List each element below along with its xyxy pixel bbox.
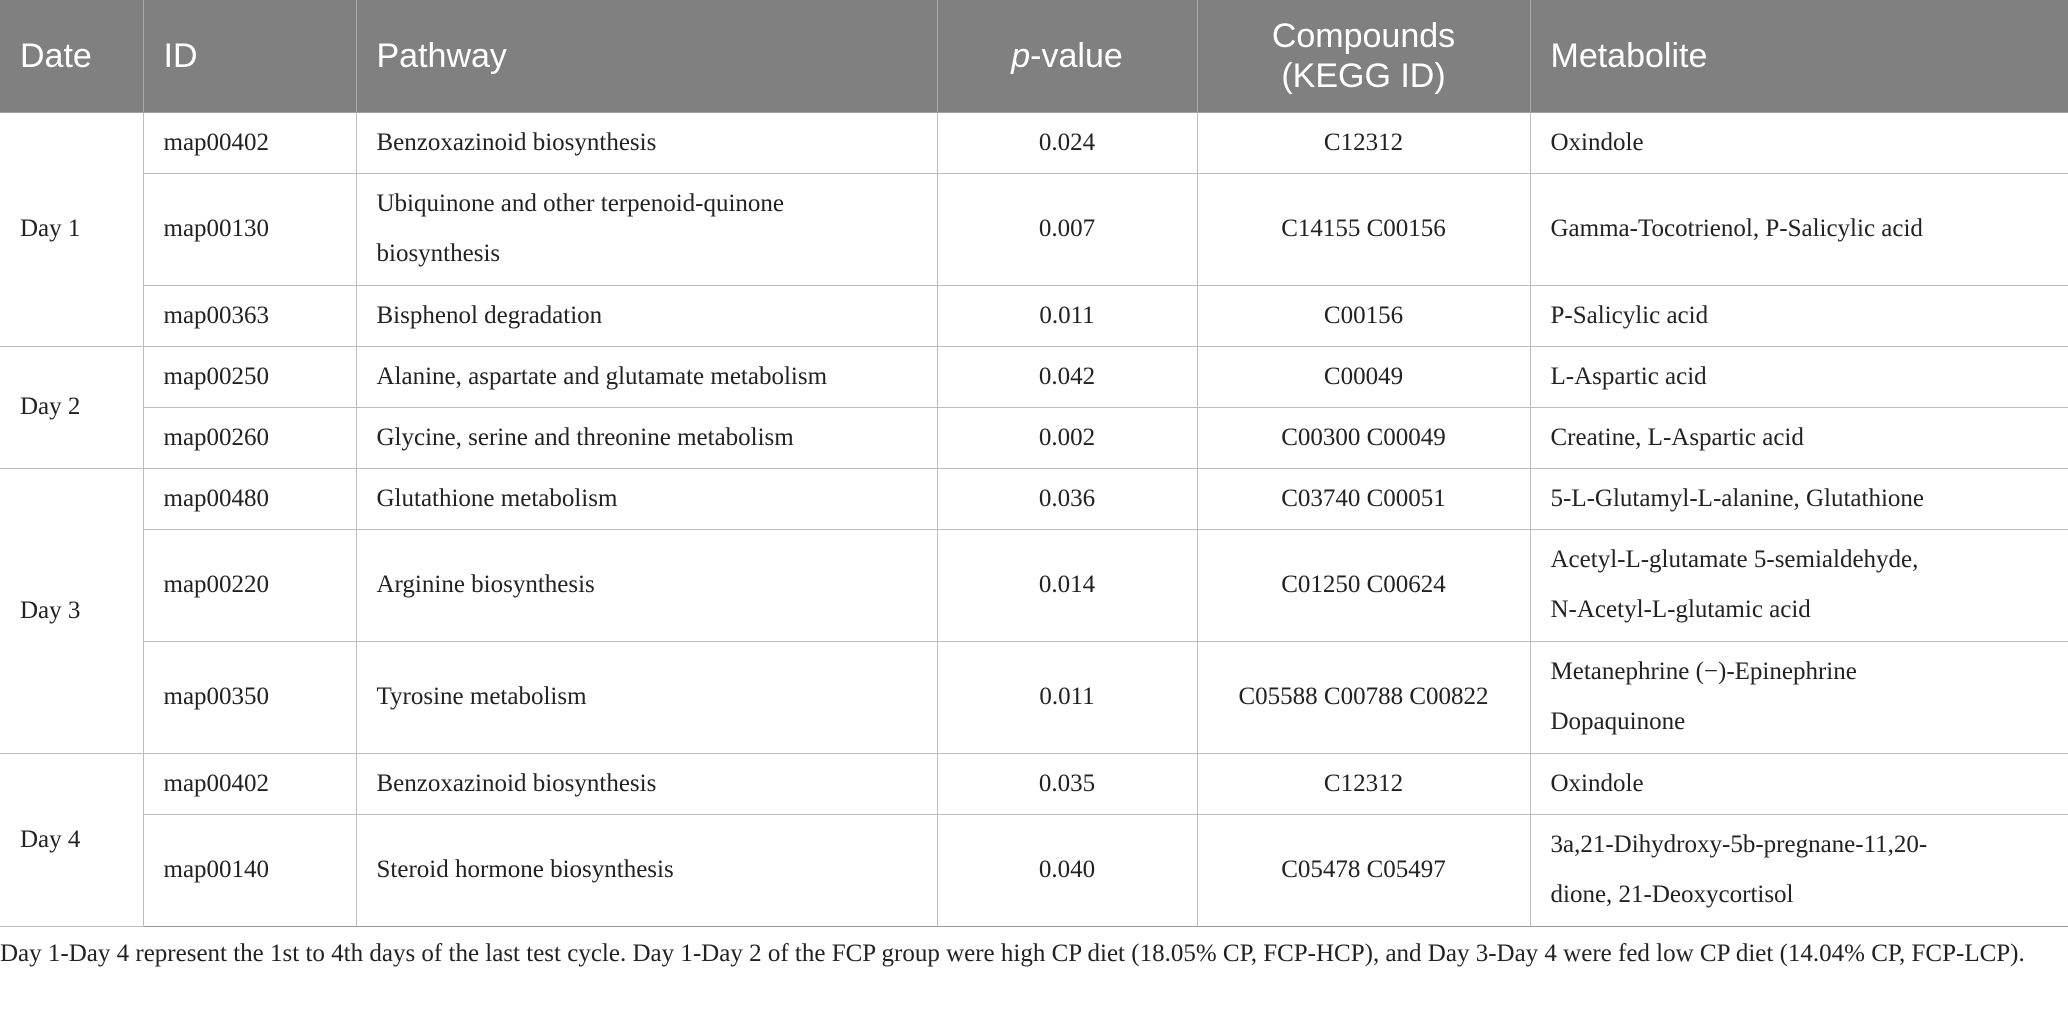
id-cell: map00402 <box>143 753 356 814</box>
pathway-line: Benzoxazinoid biosynthesis <box>376 769 657 797</box>
id-cell: map00140 <box>143 814 356 926</box>
id-cell: map00363 <box>143 285 356 346</box>
id-cell: map00250 <box>143 346 356 407</box>
pathway-line: Steroid hormone biosynthesis <box>376 856 674 883</box>
metabolite-cell <box>1530 753 2068 814</box>
pathway-cell <box>356 814 937 926</box>
metabolite-line: Metanephrine (−)-Epinephrine <box>1550 658 1857 685</box>
pathway-line: Benzoxazinoid biosynthesis <box>376 128 657 156</box>
pathway-cell <box>356 285 937 346</box>
compounds-cell: C03740 C00051 <box>1197 468 1530 529</box>
table-row <box>0 814 2068 926</box>
table-row <box>0 173 2068 285</box>
metabolite-line: 5-L-Glutamyl-L-alanine, Glutathione <box>1550 484 1924 512</box>
metabolite-line: P-Salicylic acid <box>1550 301 1709 329</box>
table-row <box>0 285 2068 346</box>
pathway-line: Alanine, aspartate and glutamate metabolism <box>376 362 828 390</box>
compounds-cell: C14155 C00156 <box>1197 173 1530 285</box>
pathway-cell <box>356 112 937 173</box>
compounds-cell: C05478 C05497 <box>1197 814 1530 926</box>
pathway-cell <box>356 346 937 407</box>
p-value-cell: 0.011 <box>937 641 1197 753</box>
p-value-cell: 0.011 <box>937 285 1197 346</box>
table-body <box>0 112 2068 926</box>
compounds-cell: C05588 C00788 C00822 <box>1197 641 1530 753</box>
header-p-value <box>937 0 1197 112</box>
metabolite-line: Dopaquinone <box>1550 708 1686 735</box>
pathway-cell <box>356 753 937 814</box>
header-row <box>0 0 2068 112</box>
metabolite-line: Creatine, L-Aspartic acid <box>1550 423 1804 451</box>
metabolite-line: dione, 21-Deoxycortisol <box>1550 881 1794 908</box>
metabolite-cell <box>1530 407 2068 468</box>
metabolite-cell <box>1530 529 2068 641</box>
header-id: ID <box>143 0 356 112</box>
pathway-cell <box>356 641 937 753</box>
id-cell: map00402 <box>143 112 356 173</box>
header-p-suffix: -value <box>1030 36 1123 75</box>
table-row <box>0 753 2068 814</box>
pathway-line: Bisphenol degradation <box>376 301 603 329</box>
pathway-line: biosynthesis <box>376 240 501 267</box>
compounds-cell: C12312 <box>1197 753 1530 814</box>
metabolite-line: Gamma-Tocotrienol, P-Salicylic acid <box>1550 215 1923 242</box>
pathway-cell <box>356 468 937 529</box>
pathway-cell <box>356 173 937 285</box>
metabolite-cell <box>1530 112 2068 173</box>
metabolite-line: N-Acetyl-L-glutamic acid <box>1550 596 1811 623</box>
p-value-cell: 0.002 <box>937 407 1197 468</box>
metabolite-cell <box>1530 641 2068 753</box>
p-value-cell: 0.024 <box>937 112 1197 173</box>
p-value-cell: 0.040 <box>937 814 1197 926</box>
metabolite-line: L-Aspartic acid <box>1550 362 1707 390</box>
metabolite-line: Oxindole <box>1550 769 1644 797</box>
table-row <box>0 641 2068 753</box>
header-metabolite: Metabolite <box>1530 0 2068 112</box>
metabolite-cell <box>1530 814 2068 926</box>
pathway-cell <box>356 529 937 641</box>
p-value-cell: 0.036 <box>937 468 1197 529</box>
p-value-cell: 0.035 <box>937 753 1197 814</box>
header-compounds-line1: Compounds <box>1271 16 1456 55</box>
id-cell: map00350 <box>143 641 356 753</box>
pathway-cell <box>356 407 937 468</box>
id-cell: map00220 <box>143 529 356 641</box>
metabolite-cell <box>1530 173 2068 285</box>
header-date: Date <box>0 0 143 112</box>
header-p-italic: p <box>1011 36 1031 75</box>
p-value-cell: 0.042 <box>937 346 1197 407</box>
table-row <box>0 346 2068 407</box>
metabolite-cell <box>1530 285 2068 346</box>
compounds-cell: C12312 <box>1197 112 1530 173</box>
header-compounds-line2: (KEGG ID) <box>1281 56 1446 95</box>
pathway-line: Tyrosine metabolism <box>376 683 587 710</box>
metabolite-cell <box>1530 346 2068 407</box>
compounds-cell: C00300 C00049 <box>1197 407 1530 468</box>
date-cell: Day 4 <box>0 753 143 926</box>
p-value-cell: 0.014 <box>937 529 1197 641</box>
id-cell: map00260 <box>143 407 356 468</box>
metabolite-line: 3a,21-Dihydroxy-5b-pregnane-11,20- <box>1550 831 1928 858</box>
pathway-line: Glutathione metabolism <box>376 484 618 512</box>
table-row <box>0 112 2068 173</box>
compounds-cell: C00049 <box>1197 346 1530 407</box>
p-value-cell: 0.007 <box>937 173 1197 285</box>
table-row <box>0 407 2068 468</box>
metabolite-cell <box>1530 468 2068 529</box>
date-cell: Day 2 <box>0 346 143 468</box>
compounds-cell: C00156 <box>1197 285 1530 346</box>
pathway-line: Arginine biosynthesis <box>376 571 595 598</box>
metabolite-line: Acetyl-L-glutamate 5-semialdehyde, <box>1550 546 1919 573</box>
table-row <box>0 529 2068 641</box>
date-cell: Day 3 <box>0 468 143 753</box>
table-row <box>0 468 2068 529</box>
table-footnote: Day 1-Day 4 represent the 1st to 4th days of the last test cycle. Day 1-Day 2 of the FCP group were high CP diet (18.05% CP, FCP-HCP), and Day 3-Day 4 were fed low CP diet (14.04% CP, FCP-LCP). <box>0 940 2025 967</box>
header-compounds <box>1197 0 1530 112</box>
header-pathway: Pathway <box>356 0 937 112</box>
pathway-line: Glycine, serine and threonine metabolism <box>376 423 794 451</box>
date-cell: Day 1 <box>0 112 143 346</box>
pathway-line: Ubiquinone and other terpenoid-quinone <box>376 190 785 217</box>
id-cell: map00480 <box>143 468 356 529</box>
metabolite-line: Oxindole <box>1550 128 1644 156</box>
compounds-cell: C01250 C00624 <box>1197 529 1530 641</box>
id-cell: map00130 <box>143 173 356 285</box>
